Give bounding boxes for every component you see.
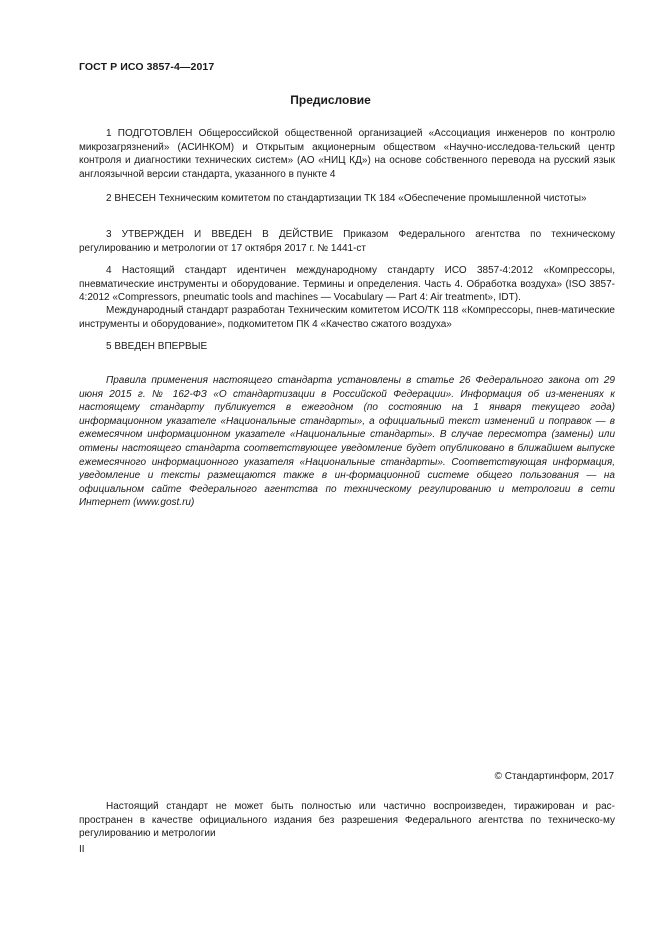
paragraph-4: 4 Настоящий стандарт идентичен международному стандарту ИСО 3857-4:2012 «Компрессоры, пневматические инструменты и оборудование. Термины и определения. Часть 4. Обработка воздуха» (ISO 3857-4:2012 «Compressors, pneumatic tools and machines — Vocabulary — Part 4: Air treatment», IDT). <box>79 265 615 304</box>
standard-header: ГОСТ Р ИСО 3857-4—2017 <box>79 61 215 73</box>
paragraph-3: 3 УТВЕРЖДЕН И ВВЕДЕН В ДЕЙСТВИЕ Приказом Федерального агентства по техническому регулированию и метрологии от 17 октября 2017 г. № 1441-ст <box>79 229 615 254</box>
paragraph-4-continuation: Международный стандарт разработан Техническим комитетом ИСО/ТК 118 «Компрессоры, пнев-матические инструменты и оборудование», подкомитетом ПК 4 «Качество сжатого воздуха» <box>79 305 615 330</box>
paragraph-5: 5 ВВЕДЕН ВПЕРВЫЕ <box>106 341 208 352</box>
paragraph-1: 1 ПОДГОТОВЛЕН Общероссийской общественной организацией «Ассоциация инженеров по контролю микрозагрязнений» (АСИНКОМ) и Открытым акционерным обществом «Научно-исследова-тельский центр контроля и диагностики технических систем» (АО «НИЦ КД») на основе собственного перевода на русский язык англоязычной версии стандарта, указанного в пункте 4 <box>79 128 615 180</box>
paragraph-2: 2 ВНЕСЕН Техническим комитетом по стандартизации ТК 184 «Обеспечение промышленной чистоты» <box>106 193 587 204</box>
page-number: II <box>79 844 85 855</box>
reproduction-notice: Настоящий стандарт не может быть полностью или частично воспроизведен, тиражирован и рас-пространен в качестве официального издания без разрешения Федерального агентства по техническо-му регулированию и метрологии <box>79 801 615 840</box>
section-title: Предисловие <box>290 93 371 107</box>
copyright: © Стандартинформ, 2017 <box>494 771 614 782</box>
usage-notice: Правила применения настоящего стандарта установлены в статье 26 Федерального закона от 29 июня 2015 г. № 162-ФЗ «О стандартизации в Российской Федерации». Информация об из-менениях к настоящему стандарту публикуется в ежегодном (по состоянию на 1 января текущего года) информационном указателе «Национальные стандарты», а официальный текст изменений и поправок — в ежемесячном информационном указателе «Национальные стандарты». В случае пересмотра (замены) или отмены настоящего стандарта соответствующее уведомление будет опубликовано в ближайшем выпуске ежемесячного информационного указателя «Национальные стандарты». Соответствующая информация, уведомление и тексты размещаются также в ин-формационной системе общего пользования — на официальном сайте Федерального агентства по техническому регулированию и метрологии в сети Интернет (www.gost.ru) <box>79 375 615 509</box>
